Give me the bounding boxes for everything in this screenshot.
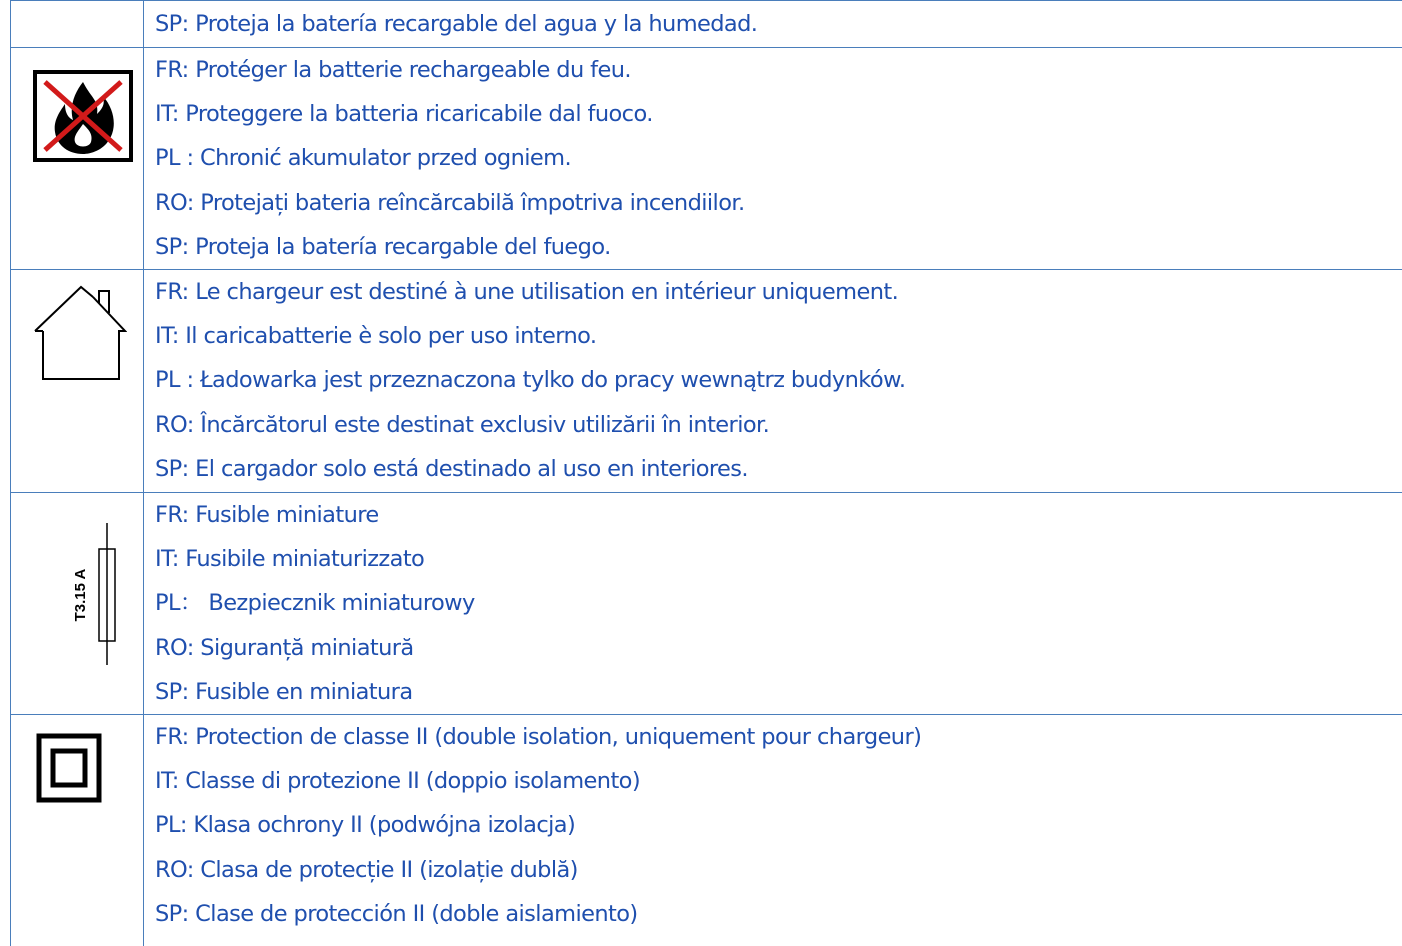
icon-cell: [10, 1, 144, 47]
fuse-icon: [49, 523, 129, 665]
text-line: PL : Ładowarka jest przeznaczona tylko do pracy wewnątrz budynków.: [155, 367, 906, 394]
house-icon: [33, 285, 127, 381]
text-line: FR: Fusible miniature: [155, 502, 379, 528]
table-row: [10, 1, 1402, 48]
table-row: [10, 715, 1402, 946]
text-line: FR: Protéger la batterie rechargeable du feu.: [155, 57, 631, 83]
text-cell: [144, 493, 1402, 714]
text-line: SP: Fusible en miniatura: [155, 678, 413, 705]
text-line: IT: Il caricabatterie è solo per uso interno.: [155, 323, 597, 350]
text-line: RO: Încărcătorul este destinat exclusiv utilizării în interior.: [155, 411, 770, 438]
text-cell: [144, 1, 1402, 47]
text-line: IT: Fusibile miniaturizzato: [155, 546, 425, 573]
text-cell: [144, 48, 1402, 269]
text-line: RO: Protejați bateria reîncărcabilă împotriva incendiilor.: [155, 189, 745, 216]
no-fire-icon: [33, 70, 133, 162]
text-line: IT: Classe di protezione II (doppio isolamento): [155, 768, 641, 795]
table-row: [10, 270, 1402, 493]
text-line: RO: Siguranță miniatură: [155, 634, 414, 661]
text-line: PL : Chronić akumulator przed ogniem.: [155, 145, 572, 172]
table-row: [10, 48, 1402, 270]
table-row: [10, 493, 1402, 715]
class-ii-icon: [36, 733, 102, 803]
text-line: PL： Bezpiecznik miniaturowy: [155, 590, 475, 617]
text-cell: [144, 715, 1402, 946]
text-line: FR: Protection de classe II (double isolation, uniquement pour chargeur): [155, 724, 922, 750]
text-line: SP: El cargador solo está destinado al uso en interiores.: [155, 455, 748, 482]
text-line: SP: Proteja la batería recargable del fuego.: [155, 233, 611, 260]
symbol-table: [10, 0, 1402, 946]
icon-cell: [10, 715, 144, 946]
text-line: RO: Clasa de protecție II (izolație dublă): [155, 856, 578, 883]
text-line: PL: Klasa ochrony II (podwójna izolacja): [155, 812, 576, 839]
text-line: SP: Proteja la batería recargable del agua y la humedad.: [155, 11, 758, 37]
icon-cell: [10, 48, 144, 269]
icon-cell: [10, 493, 144, 714]
text-line: IT: Proteggere la batteria ricaricabile dal fuoco.: [155, 101, 653, 128]
text-line: SP: Clase de protección II (doble aislamiento): [155, 900, 638, 927]
fuse-rating-label: T3.15 A: [72, 568, 89, 622]
text-line: FR: Le chargeur est destiné à une utilisation en intérieur uniquement.: [155, 279, 899, 305]
icon-cell: [10, 270, 144, 492]
text-cell: [144, 270, 1402, 492]
